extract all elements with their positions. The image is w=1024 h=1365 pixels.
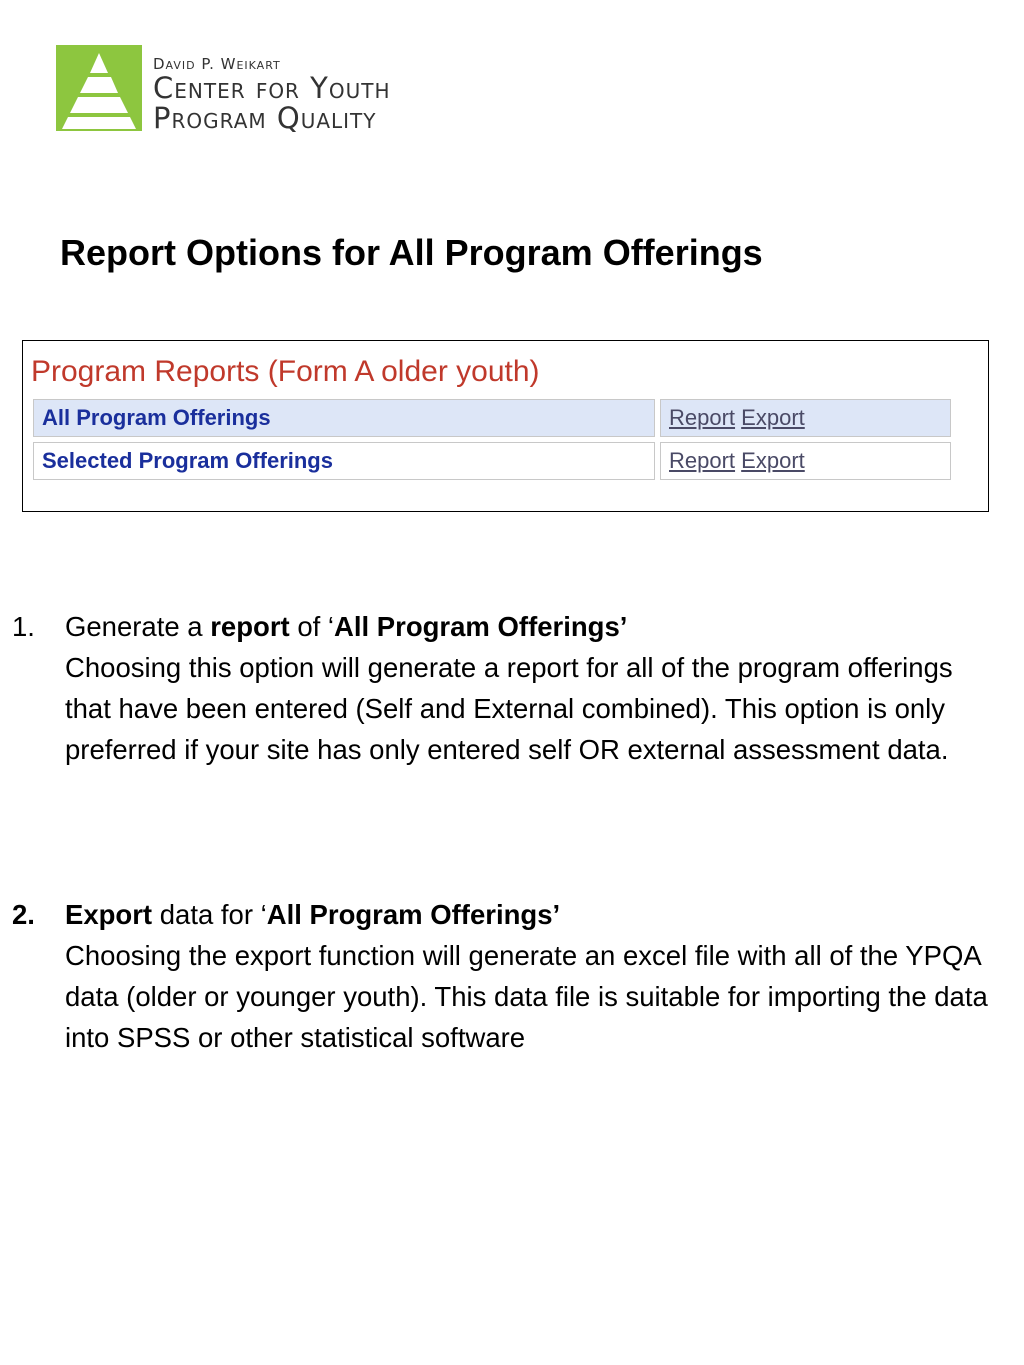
export-link[interactable]: Export [741, 405, 805, 430]
report-row-all-program-offerings [33, 399, 951, 437]
logo-wordmark [153, 55, 391, 133]
heading-keyword: report [210, 611, 290, 642]
report-row-selected-program-offerings [33, 442, 951, 480]
center-logo [56, 45, 506, 133]
heading-middle: of ‘ [289, 611, 335, 642]
panel-title: Program Reports (Form A older youth) [31, 355, 540, 388]
item-description: Choosing the export function will generate an excel file with all of the YPQA data (older or younger youth). This data file is suitable for importing the data into SPSS or other statistical software [65, 940, 988, 1053]
heading-target: All Program Offerings’ [266, 899, 561, 930]
item-description: Choosing this option will generate a report for all of the program offerings that have been entered (Self and External combined). This option is only preferred if your site has only entered self OR external assessment data. [65, 652, 953, 765]
item-body [65, 606, 995, 770]
item-heading [65, 606, 995, 647]
logo-line-2: Center for Youth [153, 71, 391, 105]
heading-prefix: Generate a [65, 611, 211, 642]
row-name: All Program Offerings [33, 399, 655, 437]
item-heading [65, 894, 995, 935]
report-link[interactable]: Report [669, 405, 736, 430]
item-body [65, 894, 995, 1058]
item-number: 1. [12, 611, 35, 642]
heading-middle: data for ‘ [152, 899, 267, 930]
row-actions [660, 399, 951, 437]
export-link[interactable]: Export [741, 448, 805, 473]
program-reports-panel [22, 340, 989, 512]
row-name: Selected Program Offerings [33, 442, 655, 480]
report-link[interactable]: Report [669, 448, 736, 473]
heading-keyword: Export [65, 899, 153, 930]
pyramid-logo-icon [56, 45, 142, 131]
heading-target: All Program Offerings’ [334, 611, 628, 642]
item-number: 2. [12, 899, 35, 930]
logo-line-1: David P. Weikart [153, 55, 281, 73]
row-actions [660, 442, 951, 480]
logo-line-3: Program Quality [153, 101, 377, 135]
page-title: Report Options for All Program Offerings [60, 232, 763, 273]
